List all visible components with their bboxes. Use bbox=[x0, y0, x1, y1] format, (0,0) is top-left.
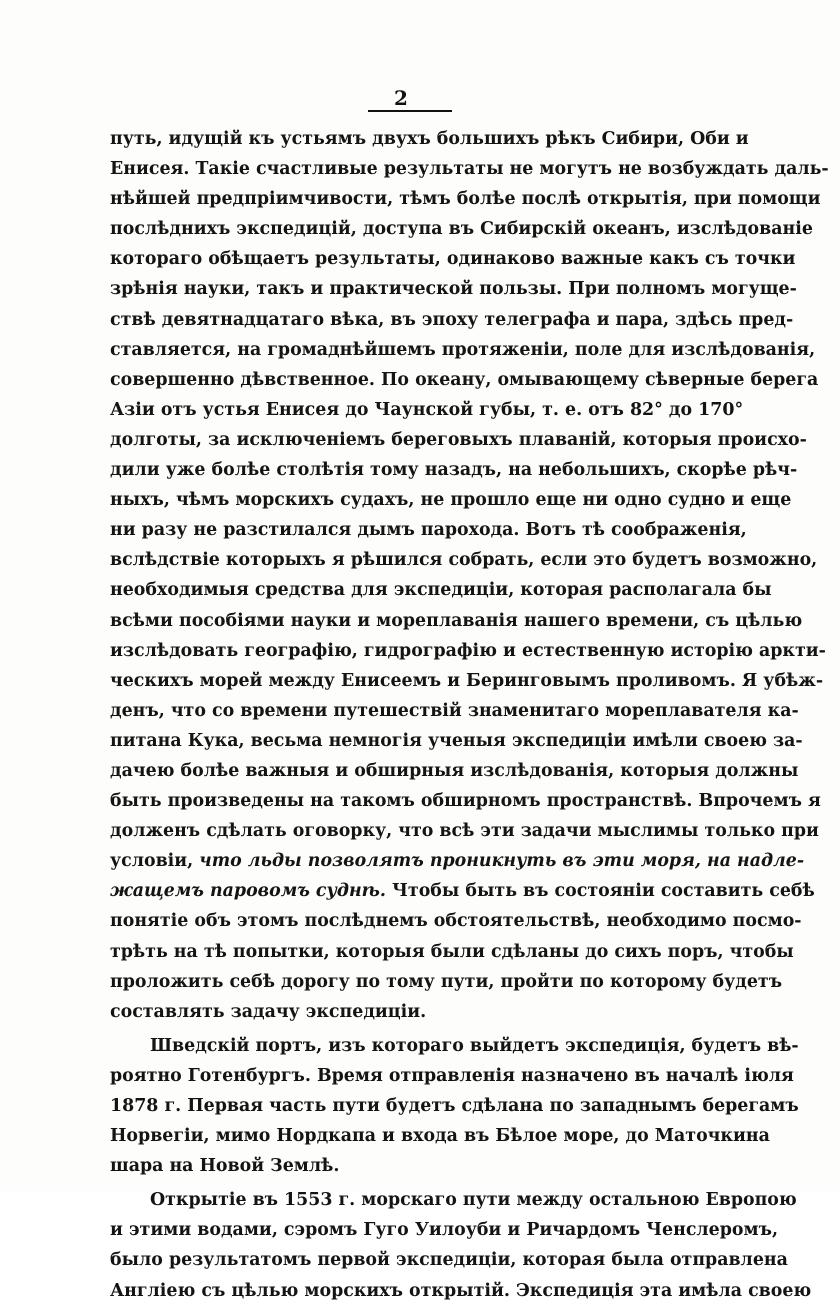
text-line: дачею болѣе важныя и обширныя изслѣдованія, которыя должны bbox=[110, 760, 799, 781]
text-line: дили уже болѣе столѣтія тому назадъ, на небольшихъ, скорѣе рѣч- bbox=[110, 460, 798, 481]
text-line: ческихъ морей между Енисеемъ и Беринговымъ проливомъ. Я убѣж- bbox=[110, 670, 824, 691]
page-number: 2 bbox=[394, 86, 408, 110]
text-line: нѣйшей предпріимчивости, тѣмъ болѣе послѣ открытія, при помощи bbox=[110, 189, 821, 210]
line-text: Чтобы быть въ состояніи составить себѣ bbox=[386, 881, 815, 902]
text-line: ни разу не разстилался дымъ парохода. Вотъ тѣ соображенія, bbox=[110, 520, 747, 541]
text-line: Шведскій портъ, изъ котораго выйдетъ экспедиція, будетъ вѣ- bbox=[150, 1035, 799, 1056]
text-line-italic bbox=[110, 876, 815, 906]
text-line: котораго обѣщаетъ результаты, одинаково важные какъ съ точки bbox=[110, 249, 796, 270]
text-line: роятно Готенбургъ. Время отправленія назначено въ началѣ іюля bbox=[110, 1065, 794, 1086]
line-text: условіи, bbox=[110, 851, 200, 872]
text-line: проложить себѣ дорогу по тому пути, пройти по которому будетъ bbox=[110, 971, 783, 992]
italic-text: что льды позволятъ проникнуть въ эти моря, на надле- bbox=[199, 851, 805, 872]
text-line: трѣть на тѣ попытки, которыя были сдѣланы до сихъ поръ, чтобы bbox=[110, 941, 794, 962]
paragraph-1 bbox=[110, 124, 829, 1027]
text-line: 1878 г. Первая часть пути будетъ сдѣлана по западнымъ берегамъ bbox=[110, 1096, 799, 1116]
text-line: изслѣдовать географію, гидрографію и естественную исторію аркти- bbox=[110, 640, 826, 661]
text-line: ныхъ, чѣмъ морскихъ судахъ, не прошло еще ни одно судно и еще bbox=[110, 490, 792, 511]
text-line: ствѣ девятнадцатаго вѣка, въ эпоху телеграфа и пара, здѣсь пред- bbox=[110, 309, 794, 330]
text-line: было результатомъ первой экспедиціи, которая была отправлена bbox=[110, 1250, 788, 1271]
text-line: денъ, что со времени путешествій знаменитаго мореплавателя ка- bbox=[110, 700, 799, 721]
body-text bbox=[110, 124, 829, 1306]
italic-text: жащемъ паровомъ суднѣ. bbox=[110, 881, 386, 902]
text-line: долженъ сдѣлать оговорку, что всѣ эти задачи мыслимы только при bbox=[110, 821, 819, 842]
text-line: составлять задачу экспедиціи. bbox=[110, 1001, 427, 1022]
page-header bbox=[0, 86, 840, 116]
header-rule bbox=[368, 110, 452, 112]
text-line: ставляется, на громаднѣйшемъ протяженіи, поле для изслѣдованія, bbox=[110, 339, 816, 360]
paragraph-3 bbox=[110, 1185, 812, 1305]
text-line: послѣднихъ экспедицій, доступа въ Сибирскій океанъ, изслѣдованіе bbox=[110, 219, 813, 240]
text-line: понятіе объ этомъ послѣднемъ обстоятельствѣ, необходимо посмо- bbox=[110, 911, 802, 932]
text-line: питана Кука, весьма немногія ученыя экспедиціи имѣли своею за- bbox=[110, 730, 803, 751]
text-line: необходимыя средства для экспедиціи, которая располагала бы bbox=[110, 580, 772, 601]
text-line: Открытіе въ 1553 г. морскаго пути между остальною Европою bbox=[150, 1190, 797, 1211]
text-line: Енисея. Такіе счастливые результаты не могутъ не возбуждать даль- bbox=[110, 159, 829, 180]
text-line: путь, идущій къ устьямъ двухъ большихъ рѣкъ Сибири, Оби и bbox=[110, 129, 749, 149]
text-line: Азіи отъ устья Енисея до Чаунской губы, т. е. отъ 82° до 170° bbox=[110, 399, 744, 420]
text-line-italic bbox=[110, 846, 805, 876]
paragraph-2 bbox=[110, 1031, 799, 1181]
text-line: совершенно дѣвственное. По океану, омывающему сѣверные берега bbox=[110, 369, 819, 390]
text-line: зрѣнія науки, такъ и практической пользы. При полномъ могуще- bbox=[110, 279, 797, 300]
text-line: и этими водами, сэромъ Гуго Уилоуби и Ричардомъ Ченслеромъ, bbox=[110, 1220, 779, 1241]
text-line: быть произведены на такомъ обширномъ пространствѣ. Впрочемъ я bbox=[110, 791, 821, 812]
text-line: вслѣдствіе которыхъ я рѣшился собрать, если это будетъ возможно, bbox=[110, 550, 818, 571]
text-line: Норвегіи, мимо Нордкапа и входа въ Бѣлое море, до Маточкина bbox=[110, 1126, 770, 1147]
text-line: всѣми пособіями науки и мореплаванія нашего времени, съ цѣлью bbox=[110, 610, 803, 631]
text-line: шара на Новой Землѣ. bbox=[110, 1156, 340, 1177]
text-line: Англіею съ цѣлью морскихъ открытій. Экспедиція эта имѣла своею bbox=[110, 1280, 812, 1301]
text-line: долготы, за исключеніемъ береговыхъ плаваній, которыя происхо- bbox=[110, 429, 807, 450]
